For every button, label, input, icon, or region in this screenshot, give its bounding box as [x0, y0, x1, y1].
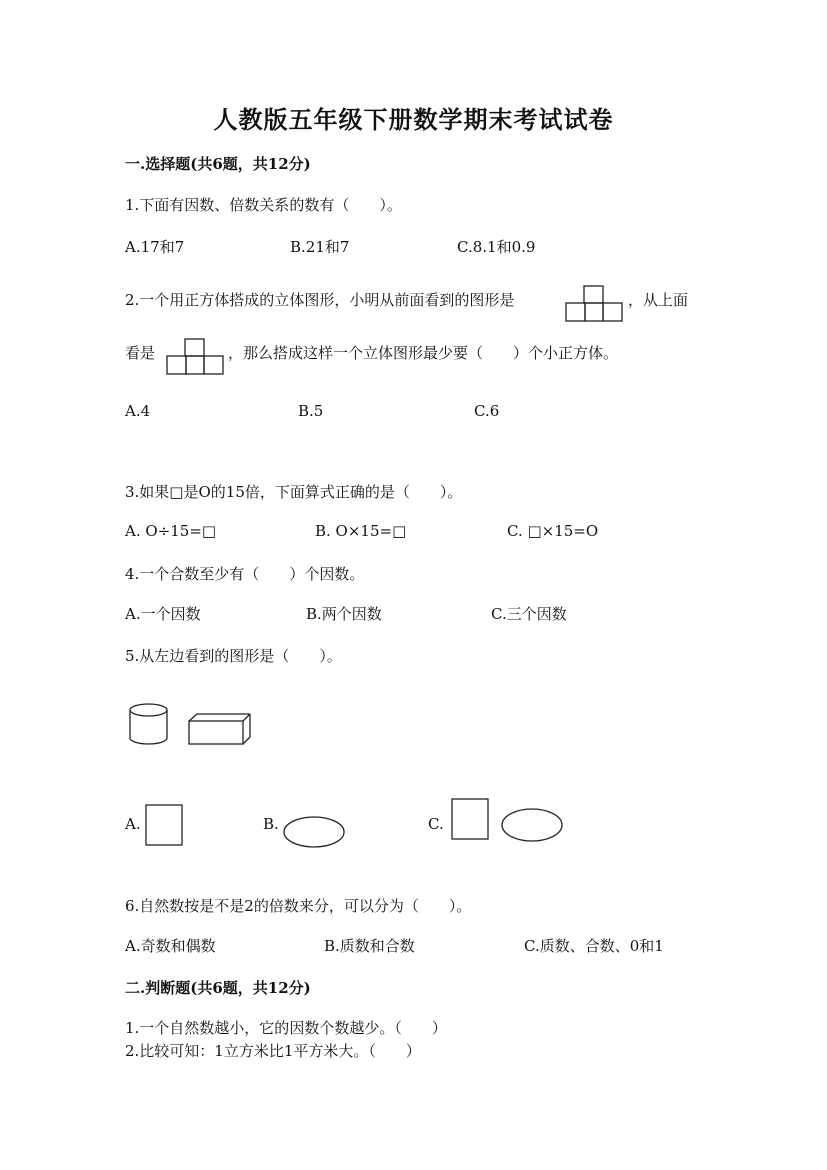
q5-option-c-rectangle [451, 798, 491, 842]
q6-option-c[interactable]: C.质数、合数、0和1 [524, 937, 664, 955]
q1-option-c[interactable]: C.8.1和0.9 [457, 238, 536, 256]
section-heading-judge: 二.判断题(共6题，共12分) [125, 979, 311, 997]
q2-option-b[interactable]: B.5 [298, 402, 324, 420]
judge-question-2: 2.比较可知：1立方米比1平方米大。（ ） [125, 1042, 421, 1060]
question-2-line1-end: ，从上面 [628, 291, 689, 309]
cuboid-figure [188, 712, 252, 748]
q4-option-a[interactable]: A.一个因数 [125, 605, 201, 623]
section-heading-choice: 一.选择题(共6题，共12分) [125, 155, 311, 173]
top-view-figure [166, 338, 226, 378]
question-5: 5.从左边看到的图形是（ ）。 [125, 647, 342, 665]
q5-option-c[interactable]: C. [428, 815, 444, 833]
question-3: 3.如果□是O的15倍，下面算式正确的是（ ）。 [125, 483, 463, 501]
q4-option-b[interactable]: B.两个因数 [306, 605, 382, 623]
q3-option-b[interactable]: B. O×15=□ [315, 522, 407, 540]
cylinder-figure [128, 702, 170, 748]
q5-option-a-rectangle [145, 804, 185, 848]
front-view-figure [565, 285, 625, 325]
question-2-line1: 2.一个用正方体搭成的立体图形，小明从前面看到的图形是 [125, 291, 515, 309]
question-2-line2: ，那么搭成这样一个立体图形最少要（ ）个小正方体。 [228, 344, 619, 362]
q3-option-a[interactable]: A. O÷15=□ [125, 522, 217, 540]
judge-question-1: 1.一个自然数越小，它的因数个数越少。（ ） [125, 1019, 447, 1037]
q6-option-a[interactable]: A.奇数和偶数 [125, 937, 216, 955]
q1-option-a[interactable]: A.17和7 [125, 238, 185, 256]
q5-option-c-ellipse [501, 808, 565, 844]
q5-option-a[interactable]: A. [125, 815, 141, 833]
q2-option-a[interactable]: A.4 [125, 402, 151, 420]
q1-option-b[interactable]: B.21和7 [290, 238, 350, 256]
question-6: 6.自然数按是不是2的倍数来分，可以分为（ ）。 [125, 897, 472, 915]
q5-option-b-ellipse [283, 815, 347, 851]
question-4: 4.一个合数至少有（ ）个因数。 [125, 565, 365, 583]
page-title: 人教版五年级下册数学期末考试试卷 [213, 105, 614, 134]
question-2-line2-start: 看是 [125, 344, 156, 362]
q6-option-b[interactable]: B.质数和合数 [324, 937, 415, 955]
q2-option-c[interactable]: C.6 [474, 402, 500, 420]
question-1: 1.下面有因数、倍数关系的数有（ ）。 [125, 196, 402, 214]
q5-option-b[interactable]: B. [263, 815, 279, 833]
q4-option-c[interactable]: C.三个因数 [491, 605, 567, 623]
q3-option-c[interactable]: C. □×15=O [507, 522, 599, 540]
